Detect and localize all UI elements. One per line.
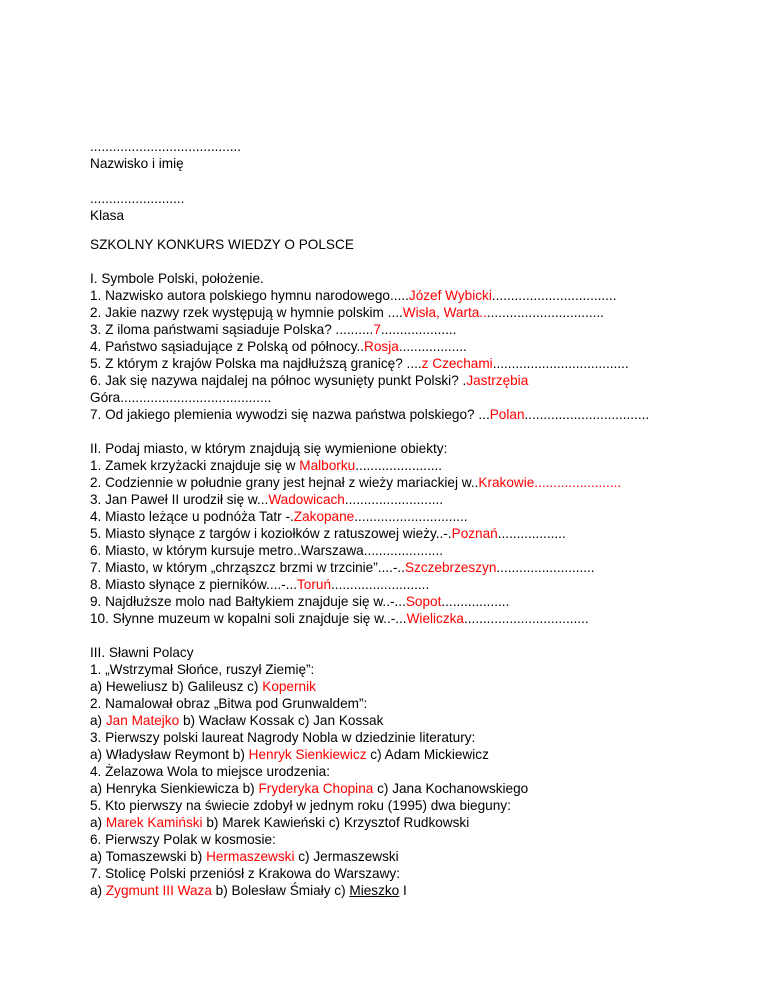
options-text: a) Henryka Sienkiewicza b) — [90, 781, 259, 796]
document-title: SZKOLNY KONKURS WIEDZY O POLSCE — [90, 237, 354, 252]
question-text: 4. Państwo sąsiadujące z Polską od północy.. — [90, 339, 365, 354]
options-text: a) Tomaszewski b) — [90, 849, 207, 864]
s1-question-3 — [90, 321, 690, 338]
options-text: b) Marek Kawieński c) Krzysztof Rudkowski — [202, 815, 470, 830]
options-text: a) Heweliusz b) Galileusz c) — [90, 679, 263, 694]
dots: .......................... — [344, 492, 444, 507]
dots: .................................... — [492, 356, 629, 371]
answer-text: Zygmunt III Waza — [105, 883, 212, 898]
s3-question-2: 2. Namalował obraz „Bitwa pod Grunwaldem”: — [90, 696, 368, 711]
answer-text: Hermaszewski — [206, 849, 295, 864]
answer-text: Rosja — [364, 339, 399, 354]
underlined-text: Mieszko — [349, 883, 400, 898]
document-title-block — [90, 236, 690, 253]
s1-question-6 — [90, 372, 690, 389]
answer-text: Wieliczka — [406, 611, 464, 626]
options-text: a) — [90, 815, 106, 830]
s3-question-1: 1. „Wstrzymał Słońce, ruszył Ziemię”: — [90, 662, 315, 677]
answer-text: Poznań — [451, 526, 498, 541]
s1-question-2 — [90, 304, 690, 321]
s1-question-7 — [90, 406, 690, 423]
answer-text: 7 — [373, 322, 381, 337]
s3-question-6: 6. Pierwszy Polak w kosmosie: — [90, 832, 276, 847]
s2-question-3 — [90, 491, 690, 508]
s3-question-4: 4. Żelazowa Wola to miejsce urodzenia: — [90, 764, 331, 779]
answer-text: Malborku — [299, 458, 356, 473]
s3-options-3 — [90, 746, 690, 763]
dots: ....................... — [355, 458, 443, 473]
s2-question-7 — [90, 559, 690, 576]
answer-text: Wisła, Warta.. — [402, 305, 487, 320]
question-text: 2. Codziennie w południe grany jest hejnał z wieży mariackiej w.. — [90, 475, 479, 490]
answer-text: Zakopane — [293, 509, 355, 524]
s3-question-7: 7. Stolicę Polski przeniósł z Krakowa do Warszawy: — [90, 866, 401, 881]
class-dots: ......................... — [90, 191, 185, 206]
options-text: a) — [90, 883, 106, 898]
question-text: 3. Z iloma państwami sąsiaduje Polska? .......... — [90, 322, 374, 337]
question-text: 10. Słynne muzeum w kopalni soli znajduje się w..-... — [90, 611, 407, 626]
section-3-heading: III. Sławni Polacy — [90, 645, 194, 660]
class-label: Klasa — [90, 208, 125, 223]
s1-question-4 — [90, 338, 690, 355]
question-text: 6. Jak się nazywa najdalej na północ wysunięty punkt Polski? . — [90, 373, 467, 388]
name-dots: ........................................ — [90, 139, 242, 154]
s2-question-10 — [90, 610, 690, 627]
dots: ................................. — [524, 407, 650, 422]
question-text: 9. Najdłuższe molo nad Bałtykiem znajduje się w..-... — [90, 594, 406, 609]
s3-options-1 — [90, 678, 690, 695]
answer-text: Wadowicach — [268, 492, 345, 507]
question-text: 3. Jan Paweł II urodził się w... — [90, 492, 269, 507]
answer-text: z Czechami — [421, 356, 493, 371]
options-text: c) Jana Kochanowskiego — [373, 781, 529, 796]
name-label: Nazwisko i imię — [90, 156, 184, 171]
s3-question-3: 3. Pierwszy polski laureat Nagrody Nobla w dziedzinie literatury: — [90, 730, 476, 745]
section-3 — [90, 644, 690, 899]
question-text: 7. Od jakiego plemienia wywodzi się nazwa państwa polskiego? ... — [90, 407, 490, 422]
name-field — [90, 138, 690, 172]
answer-text: Toruń — [297, 577, 332, 592]
s1-question-6-cont: Góra........................................ — [90, 390, 272, 405]
section-1-heading: I. Symbole Polski, położenie. — [90, 271, 264, 286]
class-field — [90, 190, 690, 224]
question-text: 5. Z którym z krajów Polska ma najdłuższą granicę? .... — [90, 356, 422, 371]
dots: .......................... — [496, 560, 595, 575]
question-text: 8. Miasto słynące z pierników....-... — [90, 577, 298, 592]
question-text: 7. Miasto, w którym „chrząszcz brzmi w trzcinie”....-.. — [90, 560, 405, 575]
question-text: 4. Miasto leżące u podnóża Tatr -. — [90, 509, 294, 524]
answer-text: Kopernik — [262, 679, 316, 694]
answer-text: Jastrzębia — [466, 373, 529, 388]
answer-text: Krakowie — [478, 475, 535, 490]
options-text: b) Bolesław Śmiały c) — [211, 883, 350, 898]
options-text: a) Władysław Reymont b) — [90, 747, 249, 762]
s3-options-6 — [90, 848, 690, 865]
options-text: c) Jermaszewski — [294, 849, 399, 864]
s2-question-9 — [90, 593, 690, 610]
dots: .................. — [398, 339, 467, 354]
dots: .................... — [380, 322, 457, 337]
dots: ....................... — [534, 475, 622, 490]
answer-text: Jan Matejko — [105, 713, 180, 728]
section-2 — [90, 440, 690, 627]
options-text: a) — [90, 713, 106, 728]
answer-text: Marek Kamiński — [105, 815, 203, 830]
dots: ................................. — [491, 288, 617, 303]
dots: .................. — [441, 594, 510, 609]
s3-question-5: 5. Kto pierwszy na świecie zdobył w jednym roku (1995) dwa bieguny: — [90, 798, 511, 813]
s2-question-6: 6. Miasto, w którym kursuje metro..Warszawa..................... — [90, 543, 444, 558]
answer-text: Sopot — [405, 594, 442, 609]
section-2-heading: II. Podaj miasto, w którym znajdują się wymienione obiekty: — [90, 441, 448, 456]
section-1 — [90, 270, 690, 423]
answer-text: Fryderyka Chopina — [258, 781, 374, 796]
s1-question-1 — [90, 287, 690, 304]
s2-question-4 — [90, 508, 690, 525]
question-text: 5. Miasto słynące z targów i koziołków z ratuszowej wieży..-. — [90, 526, 452, 541]
dots: .............................. — [354, 509, 468, 524]
s3-options-2 — [90, 712, 690, 729]
s2-question-8 — [90, 576, 690, 593]
answer-text: Józef Wybicki — [408, 288, 492, 303]
s3-options-4 — [90, 780, 690, 797]
s3-options-7 — [90, 882, 690, 899]
answer-text: Polan — [489, 407, 525, 422]
s1-question-5 — [90, 355, 690, 372]
question-text: 1. Zamek krzyżacki znajduje się w — [90, 458, 300, 473]
question-text: 1. Nazwisko autora polskiego hymnu narodowego..... — [90, 288, 409, 303]
dots: .......................... — [331, 577, 430, 592]
s2-question-2 — [90, 474, 690, 491]
answer-text: Szczebrzeszyn — [404, 560, 497, 575]
answer-text: Henryk Sienkiewicz — [248, 747, 367, 762]
question-text: 2. Jakie nazwy rzek występują w hymnie polskim .... — [90, 305, 403, 320]
s3-options-5 — [90, 814, 690, 831]
s2-question-1 — [90, 457, 690, 474]
options-text: c) Adam Mickiewicz — [366, 747, 489, 762]
options-text: I — [399, 883, 407, 898]
s2-question-5 — [90, 525, 690, 542]
dots: .................. — [497, 526, 566, 541]
dots: ............................... — [486, 305, 604, 320]
options-text: b) Wacław Kossak c) Jan Kossak — [179, 713, 384, 728]
dots: ................................. — [464, 611, 589, 626]
